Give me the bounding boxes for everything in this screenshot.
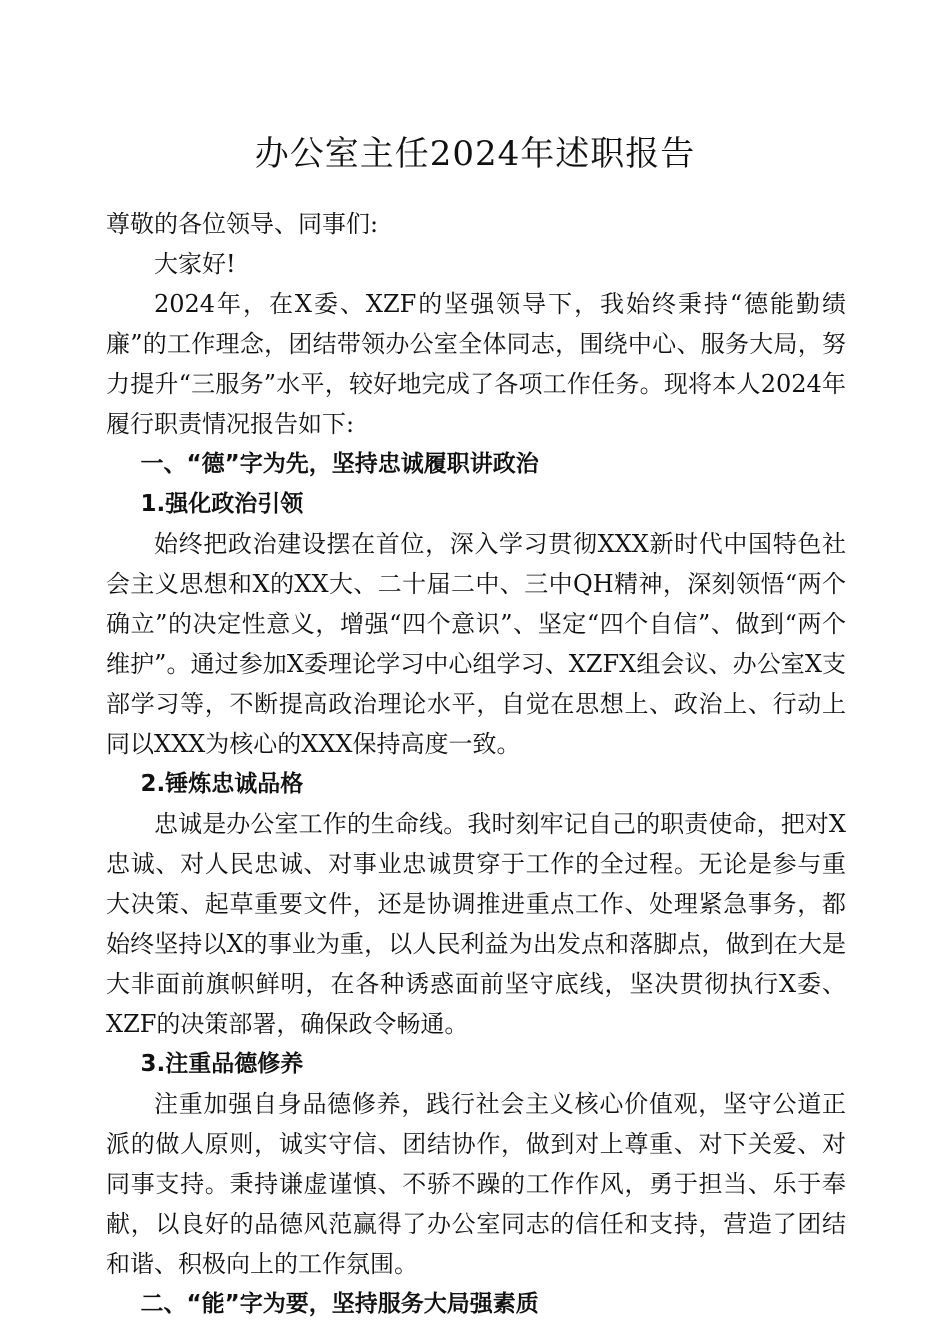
intro-paragraph: 2024年，在X委、XZF的坚强领导下，我始终秉持“德能勤绩廉”的工作理念，团结带领办公室全体同志，围绕中心、服务大局，努力提升“三服务”水平，较好地完成了各项工作任务。现将本人2024年履行职责情况报告如下: [106, 290, 846, 438]
section-heading-1: 一、“德”字为先，坚持忠诚履职讲政治 [140, 451, 539, 477]
document-body [106, 204, 846, 1324]
subsection-paragraph-2: 忠诚是办公室工作的生命线。我时刻牢记自己的职责使命，把对X忠诚、对人民忠诚、对事业忠诚贯穿于工作的全过程。无论是参与重大决策、起草重要文件，还是协调推进重点工作、处理紧急事务，都始终坚持以X的事业为重，以人民利益为出发点和落脚点，做到在大是大非面前旗帜鲜明，在各种诱惑面前坚守底线，坚决贯彻执行X委、XZF的决策部署，确保政令畅通。 [106, 810, 846, 1038]
subsection-title-1: 1.强化政治引领 [140, 491, 304, 517]
subsection-title-2: 2.锤炼忠诚品格 [140, 771, 304, 797]
subsection-title-3: 3.注重品德修养 [140, 1051, 304, 1077]
section-heading-2: 二、“能”字为要，坚持服务大局强素质 [140, 1291, 539, 1317]
document-title: 办公室主任2024年述职报告 [254, 134, 696, 174]
subsection-paragraph-3: 注重加强自身品德修养，践行社会主义核心价值观，坚守公道正派的做人原则，诚实守信、团结协作，做到对上尊重、对下关爱、对同事支持。秉持谦虚谨慎、不骄不躁的工作作风，勇于担当、乐于奉献，以良好的品德风范赢得了办公室同志的信任和支持，营造了团结和谐、积极向上的工作氛围。 [106, 1090, 846, 1278]
greeting: 大家好! [154, 250, 236, 278]
salutation: 尊敬的各位领导、同事们: [106, 210, 379, 238]
subsection-paragraph-1: 始终把政治建设摆在首位，深入学习贯彻XXX新时代中国特色社会主义思想和X的XX大、二十届二中、三中QH精神，深刻领悟“两个确立”的决定性意义，增强“四个意识”、坚定“四个自信”、做到“两个维护”。通过参加X委理论学习中心组学习、XZFX组会议、办公室X支部学习等，不断提高政治理论水平，自觉在思想上、政治上、行动上同以XXX为核心的XXX保持高度一致。 [106, 530, 846, 758]
